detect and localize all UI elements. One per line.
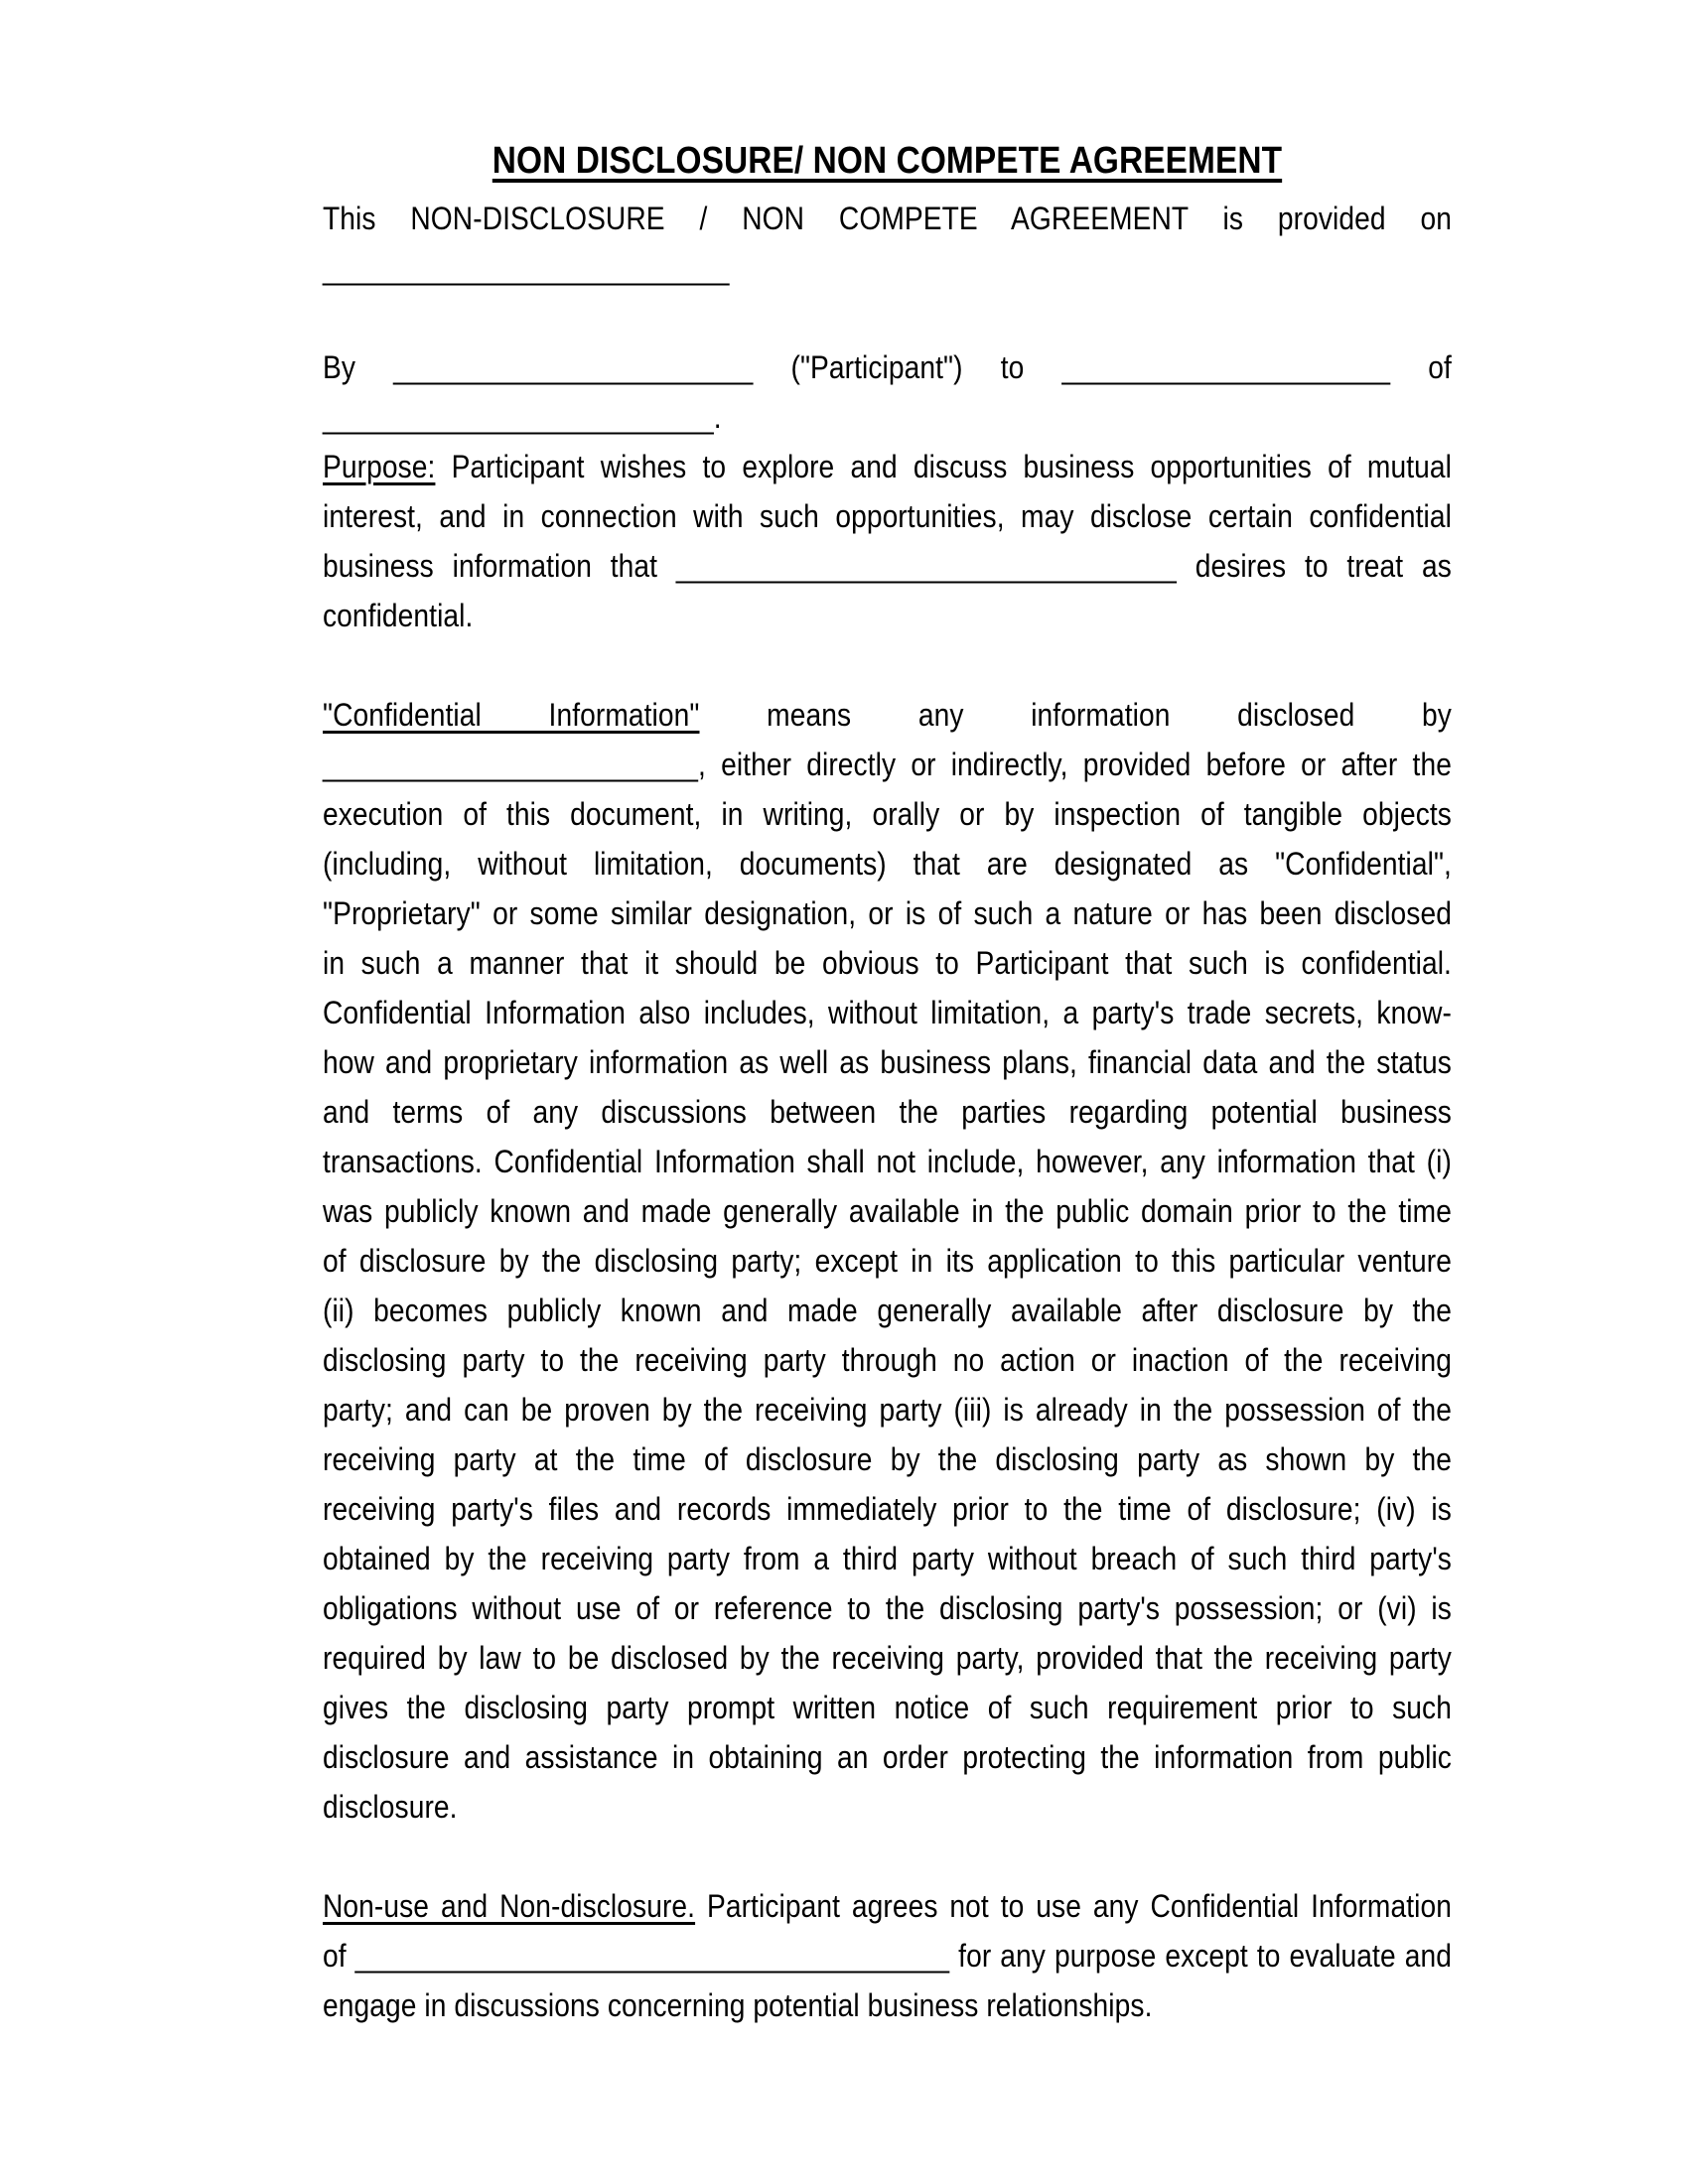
text-segment: (ii) becomes publicly known and made generally available after disclosure by the <box>323 1293 1452 1328</box>
text-line <box>323 839 1452 888</box>
text-line <box>323 392 1452 442</box>
fill-in-blank: _________________________ <box>323 399 714 435</box>
text-line <box>323 690 1452 740</box>
text-line <box>323 1484 1452 1534</box>
text-segment: disclosing party to the receiving party through no action or inaction of the receiving <box>323 1342 1452 1378</box>
text-segment: (including, without limitation, documents) that are designated as "Confidential", <box>323 846 1452 882</box>
paragraphs-container <box>323 194 1452 2030</box>
text-line <box>323 194 1452 243</box>
text-segment: of disclosure by the disclosing party; except in its application to this particular venture <box>323 1243 1452 1279</box>
text-line <box>323 740 1452 789</box>
non-use-heading: Non-use and Non-disclosure. <box>323 1888 696 1924</box>
text-line <box>323 1385 1452 1434</box>
text-segment: confidential. <box>323 598 474 633</box>
paragraph-non-use-non-disclosure <box>323 1881 1452 2030</box>
text-segment: , either directly or indirectly, provided before or after the <box>697 747 1452 782</box>
purpose-heading: Purpose: <box>323 449 436 484</box>
text-segment: business information that <box>323 548 676 584</box>
text-segment: engage in discussions concerning potential business relationships. <box>323 1987 1153 2023</box>
paragraph-confidential-information-definition <box>323 690 1452 1832</box>
text-segment: This NON-DISCLOSURE / NON COMPETE AGREEMENT is provided on <box>323 201 1452 236</box>
text-line <box>323 1881 1452 1931</box>
text-segment: receiving party at the time of disclosure by the disclosing party as shown by the <box>323 1441 1452 1477</box>
text-segment: receiving party's files and records immediately prior to the time of disclosure; (iv) is <box>323 1491 1452 1527</box>
fill-in-blank: ______________________________________ <box>354 1938 950 1974</box>
text-line <box>323 1335 1452 1385</box>
text-line <box>323 342 1452 392</box>
text-segment: obligations without use of or reference to the disclosing party's possession; or (vi) is <box>323 1590 1452 1626</box>
text-line <box>323 591 1452 640</box>
text-line <box>323 1137 1452 1186</box>
text-segment: . <box>713 399 722 435</box>
text-line <box>323 789 1452 839</box>
text-segment: desires to treat as <box>1176 548 1452 584</box>
text-line <box>323 243 1452 293</box>
text-line <box>323 1980 1452 2030</box>
paragraph-provided-on <box>323 194 1452 293</box>
text-line <box>323 1583 1452 1633</box>
text-line <box>323 1931 1452 1980</box>
fill-in-blank: _______________________ <box>393 349 754 385</box>
text-segment: for any purpose except to evaluate and <box>949 1938 1452 1974</box>
fill-in-blank: __________________________ <box>323 250 730 286</box>
text-line <box>323 1683 1452 1732</box>
text-line <box>323 1434 1452 1484</box>
text-line <box>323 1186 1452 1236</box>
text-segment: gives the disclosing party prompt written notice of such requirement prior to such <box>323 1690 1452 1725</box>
text-line <box>323 938 1452 988</box>
text-line <box>323 1236 1452 1286</box>
text-segment: required by law to be disclosed by the receiving party, provided that the receiving party <box>323 1640 1452 1676</box>
text-segment: how and proprietary information as well as business plans, financial data and the status <box>323 1044 1452 1080</box>
fill-in-blank: ________________________________ <box>675 548 1177 584</box>
text-segment: obtained by the receiving party from a third party without breach of such third party's <box>323 1541 1452 1576</box>
text-line <box>323 1633 1452 1683</box>
confidential-information-heading: "Confidential Information" <box>323 697 700 733</box>
paragraph-by-participant <box>323 342 1452 442</box>
text-line <box>323 1782 1452 1832</box>
text-segment: ("Participant") to <box>753 349 1062 385</box>
text-segment: of <box>323 1938 355 1974</box>
text-line <box>323 1286 1452 1335</box>
text-segment: interest, and in connection with such opportunities, may disclose certain confidential <box>323 498 1452 534</box>
paragraph-purpose <box>323 442 1452 640</box>
text-segment: in such a manner that it should be obvious to Participant that such is confidential. <box>323 945 1452 981</box>
text-line <box>323 1732 1452 1782</box>
text-line <box>323 888 1452 938</box>
text-segment: party; and can be proven by the receiving party (iii) is already in the possession of the <box>323 1392 1452 1428</box>
fill-in-blank: _____________________ <box>1061 349 1391 385</box>
text-line <box>323 988 1452 1037</box>
text-segment: Confidential Information also includes, without limitation, a party's trade secrets, know- <box>323 995 1452 1030</box>
text-segment: By <box>323 349 394 385</box>
document-title-text: NON DISCLOSURE/ NON COMPETE AGREEMENT <box>492 140 1283 182</box>
text-segment: was publicly known and made generally available in the public domain prior to the time <box>323 1193 1452 1229</box>
text-segment: and terms of any discussions between the parties regarding potential business <box>323 1094 1452 1130</box>
text-segment: "Proprietary" or some similar designation, or is of such a nature or has been disclosed <box>323 895 1452 931</box>
text-segment: disclosure and assistance in obtaining an order protecting the information from public <box>323 1739 1452 1775</box>
text-segment: Participant wishes to explore and discuss business opportunities of mutual <box>435 449 1452 484</box>
text-segment: of <box>1390 349 1452 385</box>
text-segment: transactions. Confidential Information shall not include, however, any information that (i) <box>323 1144 1452 1179</box>
text-segment: means any information disclosed by <box>699 697 1452 733</box>
text-line <box>323 1534 1452 1583</box>
text-line <box>323 1037 1452 1087</box>
text-segment: disclosure. <box>323 1789 458 1825</box>
text-line <box>323 491 1452 541</box>
fill-in-blank: ________________________ <box>323 747 698 782</box>
text-segment: Participant agrees not to use any Confidential Information <box>695 1888 1452 1924</box>
text-line <box>323 442 1452 491</box>
text-segment: execution of this document, in writing, orally or by inspection of tangible objects <box>323 796 1452 832</box>
text-line <box>323 541 1452 591</box>
document-title <box>323 136 1452 186</box>
document-body <box>323 136 1452 2030</box>
text-line <box>323 1087 1452 1137</box>
